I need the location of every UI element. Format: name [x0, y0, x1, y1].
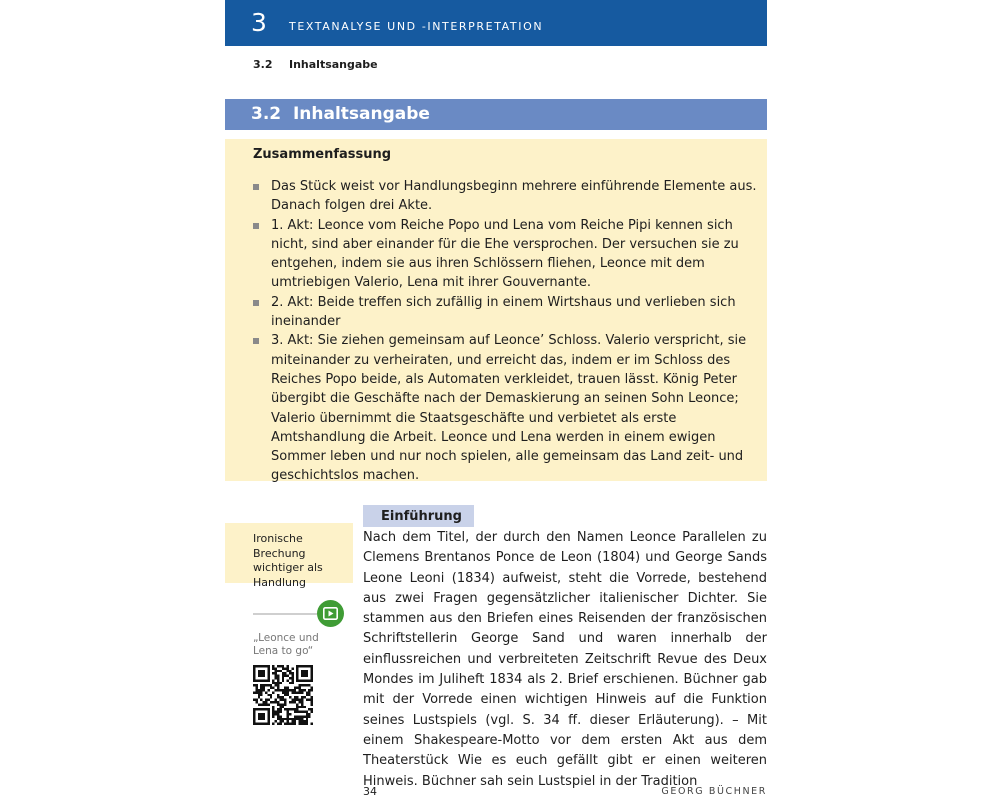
video-link-line [253, 613, 317, 615]
qr-code-icon[interactable] [253, 665, 313, 725]
video-play-icon[interactable] [317, 600, 344, 627]
intro-label [363, 505, 474, 527]
summary-item: 2. Akt: Beide treffen sich zufällig in einem Wirtshaus und verlieben sich ineinander [253, 293, 763, 332]
summary-item: 1. Akt: Leonce vom Reiche Popo und Lena vom Reiche Pipi kennen sich nicht, sind aber einander für die Ehe versprochen. Der versuchen sie zu entgehen, indem sie aus ihren Schlössern fliehen, Leonce mit dem umtriebigen Valerio, Lena mit ihrer Gouvernante. [253, 216, 763, 293]
chapter-number: 3 [251, 8, 267, 37]
running-head [253, 58, 378, 72]
section-title: 3.2 Inhaltsangabe [251, 104, 430, 124]
book-page [225, 0, 767, 800]
square-bullet-icon [253, 300, 259, 306]
summary-item: Das Stück weist vor Handlungsbeginn mehrere einführende Elemente aus. Danach folgen drei Akte. [253, 177, 763, 216]
summary-list [253, 177, 763, 486]
chapter-title: TEXTANALYSE UND -INTERPRETATION [289, 20, 544, 33]
summary-item: 3. Akt: Sie ziehen gemeinsam auf Leonce’ Schloss. Valerio verspricht, sie miteinander zu verheiraten, und erreicht das, indem er im Schloss des Reiches Popo beide, als Automaten verkleidet, trauen lässt. König Peter übergibt die Geschäfte nach der Demaskierung an seinen Sohn Leonce; Valerio übernimmt die Staatsgeschäfte und verbietet als erste Amtshandlung die Arbeit. Leonce und Lena werden in einem ewigen Sommer leben und nur noch spielen, alle gemeinsam das Land zeit- und geschichtslos machen. [253, 331, 763, 485]
chapter-header-bar [225, 0, 767, 46]
margin-note [225, 523, 353, 589]
running-head-title: Inhaltsangabe [289, 58, 378, 71]
square-bullet-icon [253, 338, 259, 344]
page-number: 34 [363, 785, 377, 798]
running-head-number: 3.2 [253, 58, 273, 71]
section-header-bar [225, 99, 767, 130]
square-bullet-icon [253, 223, 259, 229]
summary-title: Zusammenfassung [253, 147, 392, 162]
summary-box [225, 139, 767, 484]
footer-author: GEORG BÜCHNER [661, 786, 767, 797]
square-bullet-icon [253, 184, 259, 190]
intro-label-text: Einführung [381, 509, 462, 524]
intro-body-text: Nach dem Titel, der durch den Namen Leonce Parallelen zu Clemens Brentanos Ponce de Leon (1804) und George Sands Leone Leoni (1834) aufweist, steht die Vorrede, bestehend aus zwei Fragen gegensätzlicher italienischer Dichter. Sie stammen aus den Briefen eines Reisenden der französischen Schriftstellerin George Sand und waren innerhalb der einflussreichen und verbreiteten Zeitschrift Revue des Deux Mondes im Juliheft 1834 als 2. Brief erschienen. Büchner gab mit der Vorrede einen wichtigen Hinweis auf die Funktion seines Lustspiels (vgl. S. 34 ff. dieser Erläuterung). – Mit einem Shakespeare-Motto vor dem ersten Akt aus dem Theaterstück Wie es euch gefällt gibt er einen weiteren Hinweis. Büchner sah sein Lustspiel in der Tradition [363, 530, 767, 789]
video-caption: „Leonce und Lena to go“ [253, 632, 319, 657]
margin-note-text: Ironische Brechung wichtiger als Handlung [253, 532, 323, 589]
